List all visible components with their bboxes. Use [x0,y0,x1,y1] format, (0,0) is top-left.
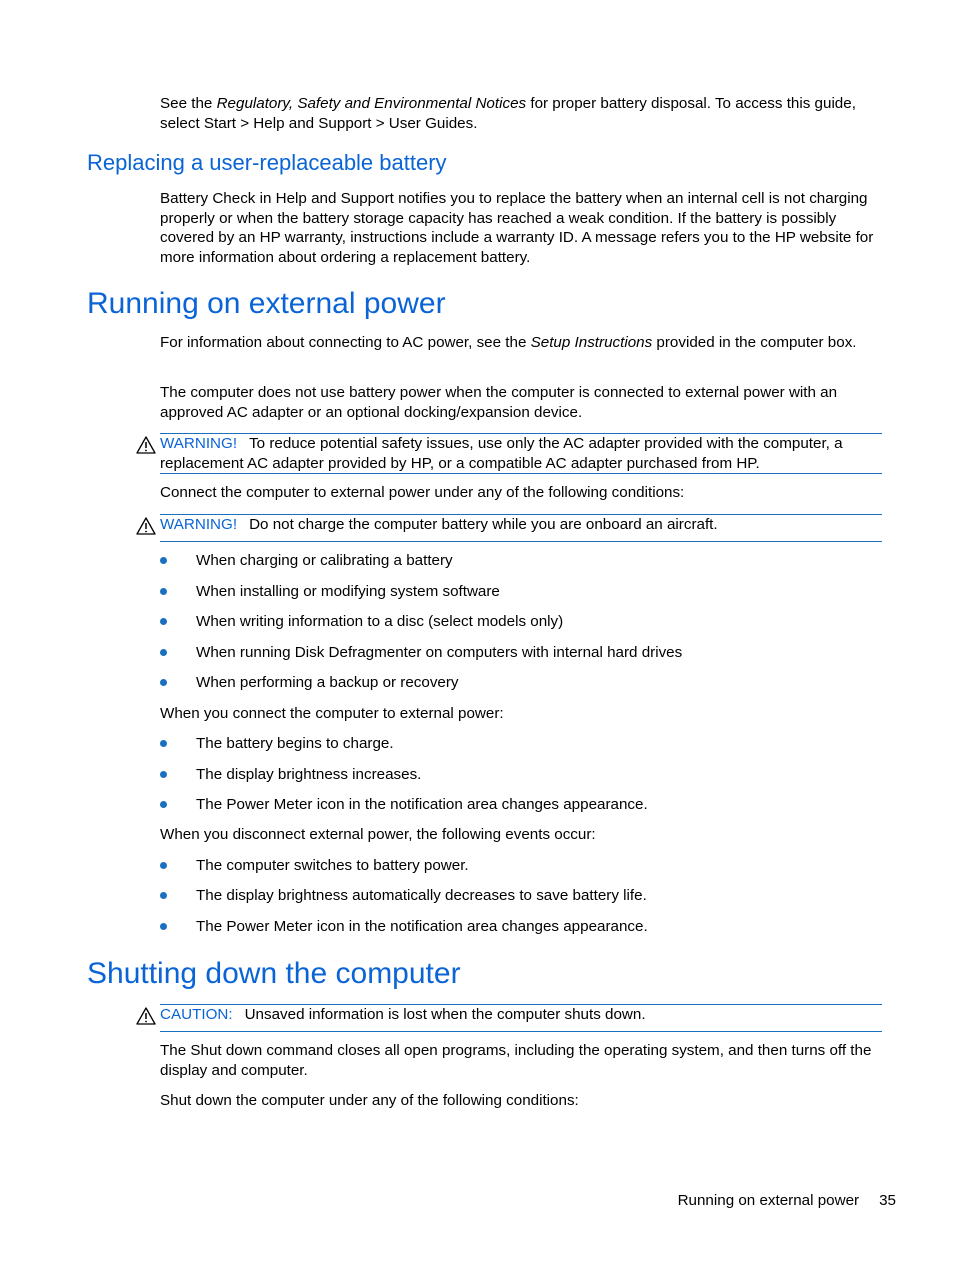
warning-triangle-icon [136,436,156,454]
connect-intro: When you connect the computer to external power: [160,705,504,722]
caution-triangle-icon [136,1007,156,1025]
warning-label: WARNING! [160,516,238,533]
external-paragraph-1: For information about connecting to AC power, see the Setup Instructions provided in the computer box. [160,334,857,351]
warning-text: To reduce potential safety issues, use only the AC adapter provided with the computer, a replacement AC adapter provided by HP, or a compatible AC adapter purchased from HP. [160,435,843,472]
external-paragraph-3: Connect the computer to external power under any of the following conditions: [160,484,685,501]
replacing-paragraph: Battery Check in Help and Support notifies you to replace the battery when an internal cell is not charging properly or when the battery storage capacity has reached a weak condition. If the battery is possibly covered by an HP warranty, instructions include a warranty ID. A message refers you to the HP website for more information about ordering a replacement battery. [160,190,874,266]
heading-replacing-battery: Replacing a user-replaceable battery [87,150,447,175]
bullet-icon [160,862,167,869]
bullet-icon [160,618,167,625]
setup-instructions-title: Setup Instructions [530,334,653,351]
page-footer [678,1191,896,1210]
intro-paragraph: See the Regulatory, Safety and Environmental Notices for proper battery disposal. To access this guide, select Start > Help and Support > User Guides. [160,95,856,132]
caution-box-unsaved [160,1004,882,1032]
notices-title: Regulatory, Safety and Environmental Notices [216,95,527,112]
warning-text: Do not charge the computer battery while you are onboard an aircraft. [249,516,718,533]
bullet-icon [160,771,167,778]
warning-box-ac-adapter [160,433,882,474]
bullet-icon [160,892,167,899]
shutdown-paragraph-2: Shut down the computer under any of the following conditions: [160,1092,579,1109]
bullet-icon [160,557,167,564]
page-number: 35 [879,1192,896,1209]
bullet-icon [160,679,167,686]
bullet-icon [160,649,167,656]
bullet-icon [160,588,167,595]
menu-path: Start > Help and Support > User Guides [203,114,474,132]
bullet-icon [160,923,167,930]
heading-shutting-down: Shutting down the computer [87,957,461,990]
bullet-icon [160,801,167,808]
warning-label: WARNING! [160,435,238,452]
heading-running-external-power: Running on external power [87,287,446,320]
bullet-icon [160,740,167,747]
warning-triangle-icon [136,517,156,535]
caution-text: Unsaved information is lost when the computer shuts down. [244,1006,646,1023]
disconnect-intro: When you disconnect external power, the following events occur: [160,826,596,843]
shutdown-paragraph-1: The Shut down command closes all open programs, including the operating system, and then turns off the display and computer. [160,1042,872,1079]
caution-label: CAUTION: [160,1006,233,1023]
footer-section-title: Running on external power [677,1192,860,1209]
warning-box-aircraft [160,514,882,542]
external-paragraph-2: The computer does not use battery power when the computer is connected to external power with an approved AC adapter or an optional docking/expansion device. [160,384,838,421]
